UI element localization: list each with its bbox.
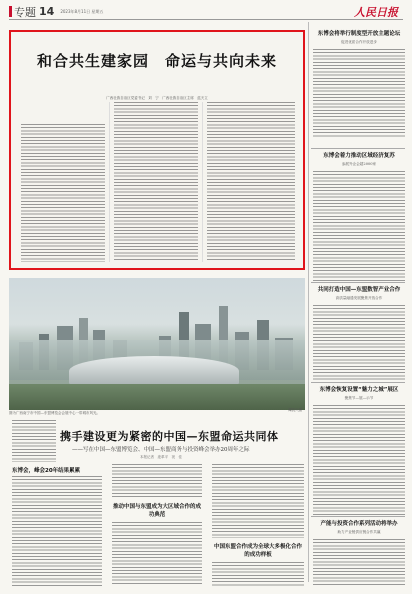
- page-number: 14: [39, 5, 55, 18]
- article-headline: 携手建设更为紧密的中国—东盟命运共同体: [60, 430, 279, 443]
- featured-article-box: [9, 30, 305, 270]
- article-subhead: 东博会，峰会20年结果累累: [12, 468, 81, 474]
- featured-text-column-2: [114, 102, 198, 262]
- header-rule: [9, 19, 403, 20]
- sidebar-text: [313, 405, 405, 515]
- sidebar-headline: 产能与投资合作系列活动将举办: [320, 521, 398, 527]
- sidebar-headline: 共同打造中国—东盟数智产业合作: [317, 287, 401, 293]
- sidebar-subheadline: 助力产业链供应链合作共赢: [337, 530, 381, 534]
- featured-article-byline: 广西壮族自治区党委书记 刘 宁 广西壮族自治区主席 蓝天立: [106, 96, 208, 100]
- sidebar-text: [313, 49, 405, 137]
- sidebar-story: [313, 152, 405, 281]
- sidebar-text: [313, 305, 405, 381]
- sidebar-story: [313, 520, 405, 585]
- sidebar-subheadline: 参展外企会超2000家: [341, 162, 377, 166]
- featured-text-column-3: [207, 102, 295, 262]
- page-header: [9, 5, 103, 18]
- sidebar-subheadline: 聚焦节—展—示节: [344, 396, 374, 400]
- city-skyline-photo: [9, 278, 305, 410]
- photo-credit: 谭凯兴摄: [288, 408, 302, 412]
- article-lead-text: [12, 420, 56, 462]
- section-label: 专题: [14, 5, 36, 19]
- featured-article-title: 和合共生建家园 命运与共向未来: [36, 52, 277, 70]
- sidebar-text: [313, 171, 405, 281]
- section-marker: [9, 6, 12, 17]
- article-subtitle: ——写在中国—东盟博览会、中国—东盟商务与投资峰会举办20周年之际: [72, 447, 250, 453]
- masthead: [0, 0, 412, 20]
- article-text-column-2b: [112, 522, 202, 586]
- article-byline: 本报记者 庞革平 祝 佳: [140, 455, 182, 459]
- article-subhead: 中国东盟合作成为全球大多极化合作的成功样板: [213, 544, 302, 558]
- column-separator: [109, 102, 110, 262]
- featured-text-column-1: [21, 124, 105, 262]
- column-separator: [202, 102, 203, 262]
- column-divider: [308, 22, 309, 582]
- photo-caption: 图为广西南宁市中国—东盟博览会会展中心一带城市风光。: [9, 411, 100, 415]
- sidebar-headline: 东博会将举行制度型开放主题论坛: [317, 31, 401, 37]
- article-subhead: 推动中国与东盟成为大区域合作的成功典范: [112, 504, 201, 518]
- sidebar-story: [313, 30, 405, 137]
- article-text-column-1: [12, 476, 102, 586]
- sidebar-headline: 东博会着力推动区域经济复苏: [323, 153, 395, 159]
- expo-center-roof: [69, 356, 239, 386]
- sidebar-story: [313, 386, 405, 515]
- sidebar-subheadline: 高质量融通发展聚焦开放合作: [335, 296, 383, 300]
- issue-date: 2023年8月11日 星期五: [60, 8, 104, 14]
- newspaper-logo: 人民日报: [354, 6, 398, 19]
- article-text-column-3b: [212, 562, 304, 586]
- sidebar-text: [313, 539, 405, 585]
- sidebar-headline: 东博会恢复设置“魅力之城”展区: [319, 387, 399, 393]
- article-text-column-3: [212, 464, 304, 538]
- sidebar-story: [313, 286, 405, 381]
- article-text-column-2: [112, 464, 202, 498]
- sidebar-subheadline: 促进优质合作开放进步: [341, 40, 377, 44]
